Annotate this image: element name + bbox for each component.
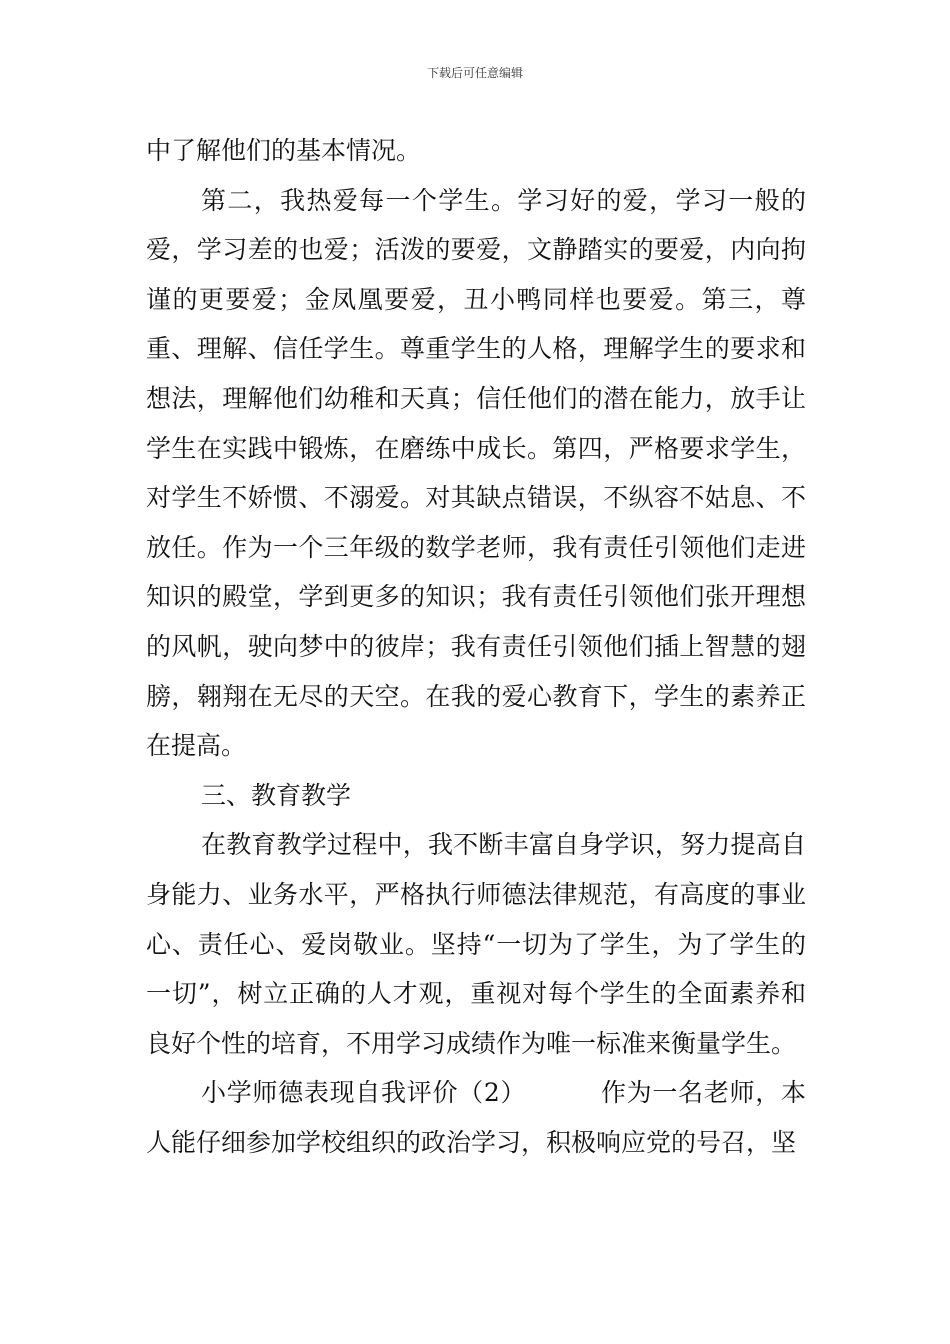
paragraph-continuation: 中了解他们的基本情况。 xyxy=(146,136,422,165)
document-body xyxy=(146,126,806,1167)
article-title: 小学师德表现自我评价（2） xyxy=(201,1078,527,1108)
paragraph-teaching: 在教育教学过程中，我不断丰富自身学识，努力提高自身能力、业务水平，严格执行师德法律规范，有高度的事业心、责任心、爱岗敬业。坚持“一切为了学生，为了学生的一切”，树立正确的人才观，重视对每个学生的全面素养和良好个性的培育，不用学习成绩作为唯一标准来衡量学生。 xyxy=(146,830,806,1058)
section-heading-teaching: 三、教育教学 xyxy=(201,780,352,810)
article-opening-text: 作为一名老师，本人能仔细参加学校组织的政治学习，积极响应党的号召，坚 xyxy=(146,1078,806,1157)
paragraph-love-students: 第二，我热爱每一个学生。学习好的爱，学习一般的爱，学习差的也爱；活泼的要爱，文静踏实的要爱，内向拘谨的更要爱；金凤凰要爱，丑小鸭同样也要爱。第三，尊重、理解、信任学生。尊重学生的人格，理解学生的要求和想法，理解他们幼稚和天真；信任他们的潜在能力，放手让学生在实践中锻炼，在磨练中成长。第四，严格要求学生，对学生不娇惯、不溺爱。对其缺点错误，不纵容不姑息、不放任。作为一个三年级的数学老师，我有责任引领他们走进知识的殿堂，学到更多的知识；我有责任引领他们张开理想的风帆，驶向梦中的彼岸；我有责任引领他们插上智慧的翅膀，翱翔在无尽的天空。在我的爱心教育下，学生的素养正在提高。 xyxy=(146,185,806,761)
page-header: 下载后可任意编辑 xyxy=(426,66,523,80)
paragraph-self-evaluation-2 xyxy=(146,1068,806,1167)
